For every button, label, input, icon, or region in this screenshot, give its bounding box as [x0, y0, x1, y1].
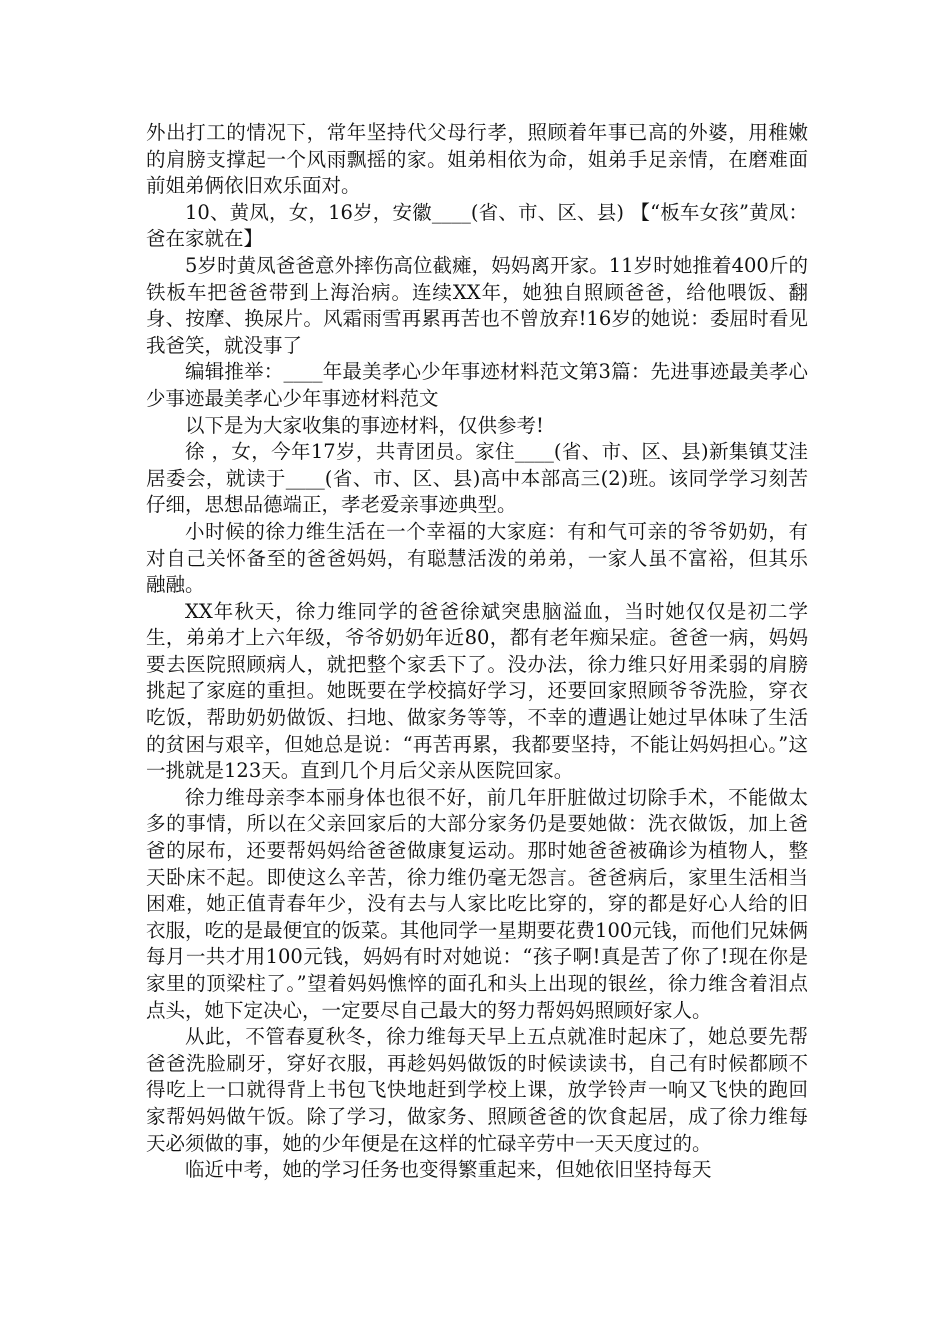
paragraph-huang-feng-heading: 10、黄凤，女，16岁，安徽____(省、市、区、县) 【“板车女孩”黄凤：爸在家就在】 — [146, 200, 808, 251]
paragraph-father-illness: XX年秋天，徐力维同学的爸爸徐斌突患脑溢血，当时她仅仅是初二学生，弟弟才上六年级，爷爷奶奶年近80，都有老年痴呆症。爸爸一病，妈妈要去医院照顾病人，就把整个家丢下了。没办法，徐力维只好用柔弱的肩膀挑起了家庭的重担。她既要在学校搞好学习，还要回家照顾爷爷洗脸，穿衣吃饭，帮助奶奶做饭、扫地、做家务等等，不幸的遭遇让她过早体味了生活的贫困与艰辛，但她总是说：“再苦再累，我都要坚持，不能让妈妈担心。”这一挑就是123天。直到几个月后父亲从医院回家。 — [146, 599, 808, 783]
paragraph-childhood: 小时候的徐力维生活在一个幸福的大家庭：有和气可亲的爷爷奶奶，有对自己关怀备至的爸爸妈妈，有聪慧活泼的弟弟，一家人虽不富裕，但其乐融融。 — [146, 519, 808, 597]
paragraph-huang-feng-story: 5岁时黄凤爸爸意外摔伤高位截瘫，妈妈离开家。11岁时她推着400斤的铁板车把爸爸带到上海治病。连续XX年，她独自照顾爸爸，给他喂饭、翻身、按摩、换尿片。风霜雨雪再累再苦也不曾放弃!16岁的她说：委屈时看见我爸笑，就没事了 — [146, 253, 808, 357]
document-body — [146, 120, 808, 1184]
paragraph-daily-routine: 从此，不管春夏秋冬，徐力维每天早上五点就准时起床了，她总要先帮爸爸洗脸刷牙，穿好衣服，再趁妈妈做饭的时候读读书，自己有时候都顾不得吃上一口就得背上书包飞快地赶到学校上课，放学铃声一响又飞快的跑回家帮妈妈做午饭。除了学习，做家务、照顾爸爸的饮食起居，成了徐力维每天必须做的事，她的少年便是在这样的忙碌辛劳中一天天度过的。 — [146, 1025, 808, 1155]
paragraph-intro: 以下是为大家收集的事迹材料，仅供参考! — [185, 413, 544, 437]
paragraph-exam-period: 临近中考，她的学习任务也变得繁重起来，但她依旧坚持每天 — [185, 1158, 712, 1182]
paragraph-mother-health: 徐力维母亲李本丽身体也很不好，前几年肝脏做过切除手术，不能做太多的事情，所以在父亲回家后的大部分家务仍是要她做：洗衣做饭，加上爸爸的尿布，还要帮妈妈给爸爸做康复运动。那时她爸爸被确诊为植物人，整天卧床不起。即使这么辛苦，徐力维仍毫无怨言。爸爸病后，家里生活相当困难，她正值青春年少，没有去与人家比吃比穿的，穿的都是好心人给的旧衣服，吃的是最便宜的饭菜。其他同学一星期要花费100元钱，而他们兄妹俩每月一共才用100元钱，妈妈有时对她说：“孩子啊!真是苦了你了!现在你是家里的顶梁柱了。”望着妈妈憔悴的面孔和头上出现的银丝，徐力维含着泪点点头，她下定决心，一定要尽自己最大的努力帮妈妈照顾好家人。 — [146, 785, 808, 1022]
paragraph-xu-profile: 徐 ，女，今年17岁，共青团员。家住____(省、市、区、县)新集镇艾洼居委会，就读于____(省、市、区、县)高中本部高三(2)班。该同学学习刻苦仔细，思想品德端正，孝老爱亲事迹典型。 — [146, 440, 808, 517]
paragraph-continuation: 外出打工的情况下，常年坚持代父母行孝，照顾着年事已高的外婆，用稚嫩的肩膀支撑起一个风雨飘摇的家。姐弟相依为命，姐弟手足亲情，在磨难面前姐弟俩依旧欢乐面对。 — [146, 121, 808, 198]
paragraph-editor-recommendation: 编辑推举：____年最美孝心少年事迹材料范文第3篇：先进事迹最美孝心少事迹最美孝心少年事迹材料范文 — [146, 360, 808, 410]
